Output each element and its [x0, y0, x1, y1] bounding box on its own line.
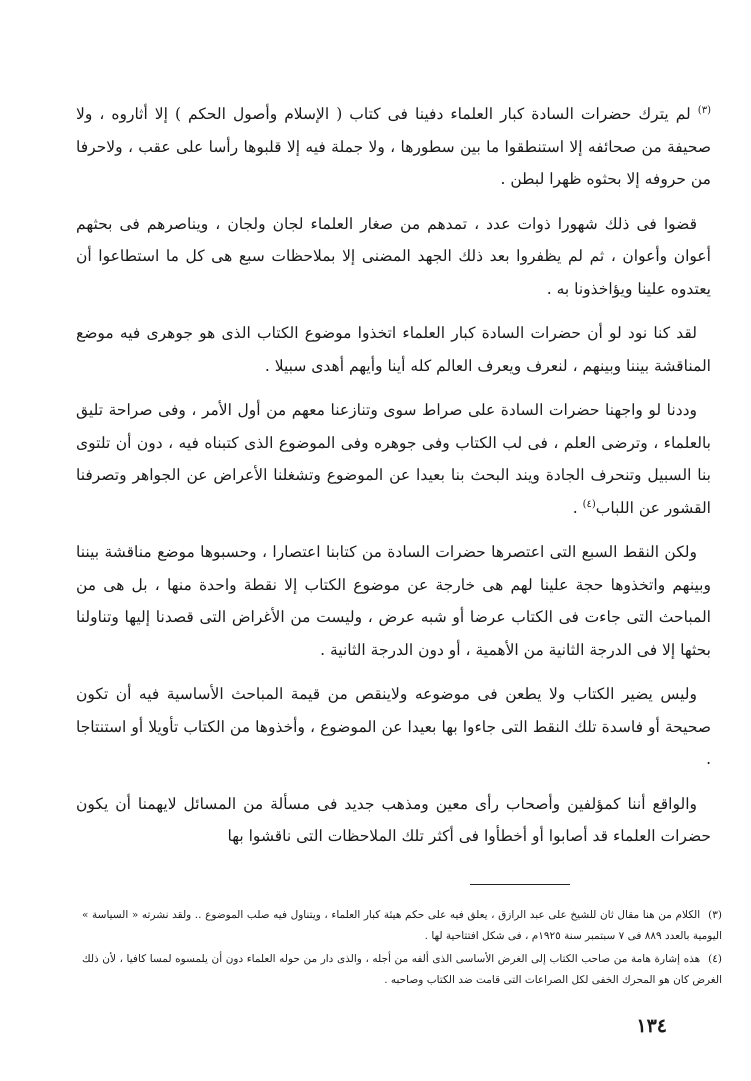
paragraph-text: لقد كنا نود لو أن حضرات السادة كبار العلماء اتخذوا موضوع الكتاب الذى هو جوهرى فيه موضع المناقشة بيننا وبينهم ، لنعرف ويعرف العالم كله أينا وأيهم أهدى سبيلا . — [76, 324, 711, 375]
paragraph-suffix: . — [572, 498, 583, 517]
footnote-marker: (٣) — [697, 104, 711, 116]
paragraph — [76, 788, 711, 853]
footnote-mark: (٤) — [708, 953, 722, 965]
paragraph-text: ولكن النقط السبع التى اعتصرها حضرات السادة من كتابنا اعتصارا ، وحسبوها موضع مناقشة بيننا وبينهم واتخذوها حجة علينا لهم هى خارجة عن موضوع الكتاب إلا نقطة واحدة منها ، بل هى من المباحث التى جاءت فى الكتاب عرضا أو شبه عرض ، وليست من الأغراض التى قصدنا إليها وتناولنا بحثها إلا فى الدرجة الثانية من الأهمية ، أو دون الدرجة الثانية . — [76, 543, 711, 659]
footnote — [82, 949, 722, 991]
paragraph — [76, 678, 711, 776]
paragraph — [76, 536, 711, 666]
paragraph — [76, 208, 711, 306]
paragraph-text: وددنا لو واجهنا حضرات السادة على صراط سوى وتنازعنا معهم من أول الأمر ، وفى صراحة تليق بالعلماء ، وترضى العلم ، فى لب الكتاب وفى جوهره وفى الموضوع الذى كتبناه فيه ، دون أن تلتوى بنا السبيل وتنحرف الجادة ويند البحث بنا بعيدا عن الموضوع وتشغلنا الأعراض عن الجواهر وتصرفنا القشور عن اللباب — [76, 401, 711, 517]
footnote-text: هذه إشارة هامة من صاحب الكتاب إلى الغرض الأساسى الذى ألفه من أجله ، والذى دار من حوله العلماء دون أن يلمسوه لمسا كافيا ، لأن ذلك الغرض كان هو المحرك الخفى لكل الصراعات التى قامت ضد الكتاب وصاحبه . — [82, 953, 722, 986]
paragraph — [76, 394, 711, 524]
footnote-divider — [470, 884, 570, 885]
footnote-mark: (٣) — [708, 909, 722, 921]
page-number: ١٣٤ — [636, 1015, 667, 1037]
paragraph-text: قضوا فى ذلك شهورا ذوات عدد ، تمدهم من صغار العلماء لجان ولجان ، ويناصرهم فى بحثهم أعوان وأعوان ، ثم لم يظفروا بعد ذلك الجهد المضنى إلا بملاحظات سبع هى كل ما استطاعوا أن يعتدوه علينا ويؤاخذونا به . — [76, 214, 711, 298]
footnote-reference: (٤) — [582, 498, 596, 510]
paragraph — [76, 317, 711, 382]
main-text — [76, 98, 711, 865]
footnote — [82, 905, 722, 947]
footnote-text: الكلام من هنا مقال ثان للشيخ على عبد الرازق ، يعلق فيه على حكم هيئة كبار العلماء ، ويتناول فيه صلب الموضوع .. ولقد نشرته « السياسة » اليومية بالعدد ٨٨٩ فى ٧ سبتمبر سنة ١٩٢٥م ، فى شكل افتتاحية لها . — [82, 909, 722, 942]
paragraph-text: وليس يضير الكتاب ولا يطعن فى موضوعه ولاينقص من قيمة المباحث الأساسية فيه أن تكون صحيحة أو فاسدة تلك النقط التى جاءوا بها بعيدا عن الموضوع ، وأخذوها من الكتاب تأويلا أو استنتاجا . — [76, 685, 711, 768]
footnotes — [82, 905, 722, 993]
paragraph-text: لم يترك حضرات السادة كبار العلماء دفينا فى كتاب ( الإسلام وأصول الحكم ) إلا أثاروه ، ولا صحيفة من صحائفه إلا استنطقوا ما بين سطورها ، ولا جملة فيه إلا قلبوها رأسا على عقب ، ولاحرفا من حروفه إلا بحثوه ظهرا لبطن . — [76, 105, 711, 188]
paragraph-text: والواقع أننا كمؤلفين وأصحاب رأى معين ومذهب جديد فى مسألة من المسائل لايهمنا أن يكون حضرات العلماء قد أصابوا أو أخطأوا فى أكثر تلك الملاحظات التى ناقشوا بها — [76, 794, 711, 845]
paragraph — [76, 98, 711, 196]
